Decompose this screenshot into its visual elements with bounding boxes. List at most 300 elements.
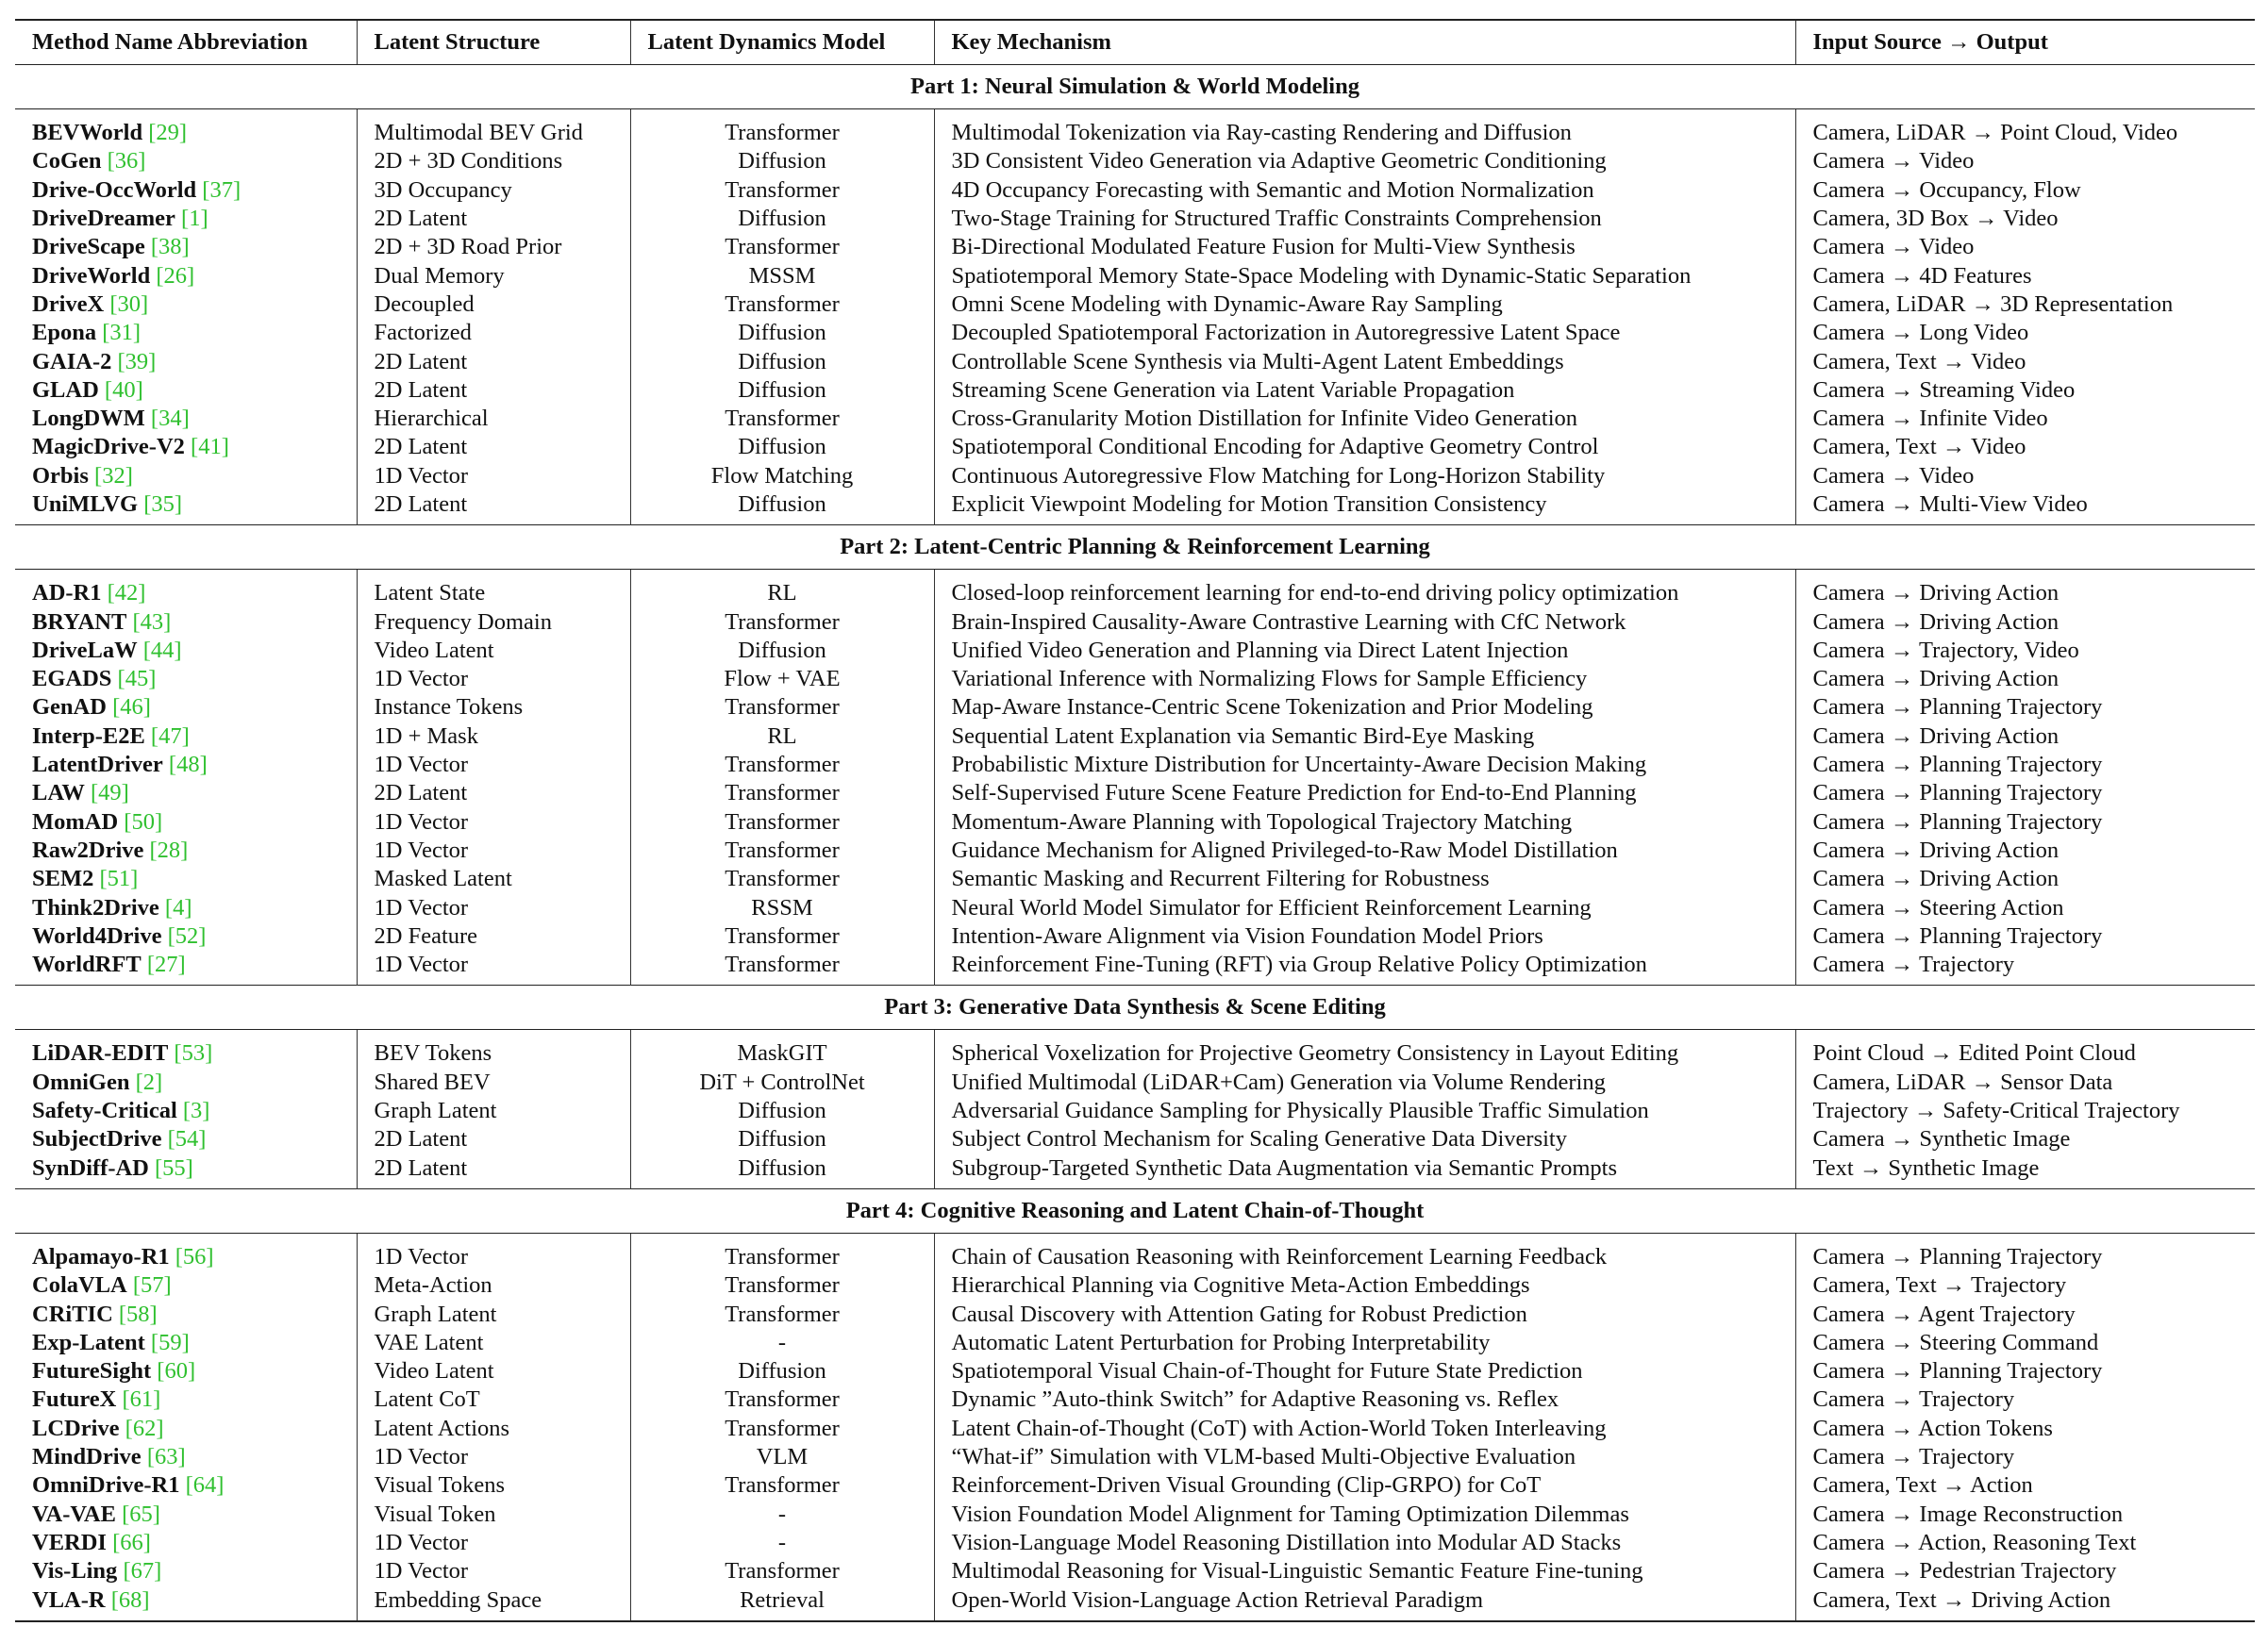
citation-link[interactable]: [34] bbox=[150, 406, 190, 432]
dynamics-model-cell: - bbox=[630, 1329, 934, 1357]
dynamics-model-cell: MSSM bbox=[630, 261, 934, 290]
method-name: DriveDreamer bbox=[32, 206, 175, 232]
dynamics-model-cell: Diffusion bbox=[630, 347, 934, 375]
method-cell bbox=[15, 893, 357, 921]
table-row bbox=[15, 176, 2255, 205]
table-row bbox=[15, 376, 2255, 405]
input-output-cell: Camera → Agent Trajectory bbox=[1812, 1301, 2076, 1327]
table-row bbox=[15, 865, 2255, 893]
table-row bbox=[15, 808, 2255, 837]
input-output-cell: Camera → Image Reconstruction bbox=[1812, 1501, 2124, 1527]
table-row bbox=[15, 722, 2255, 751]
method-cell bbox=[15, 922, 357, 951]
dynamics-model-cell: Diffusion bbox=[630, 490, 934, 519]
key-mechanism-cell: Adversarial Guidance Sampling for Physically Plausible Traffic Simulation bbox=[934, 1097, 1795, 1125]
taxonomy-table-container bbox=[15, 19, 2255, 1622]
table-row bbox=[15, 779, 2255, 807]
header-dynamics-model: Latent Dynamics Model bbox=[630, 20, 934, 65]
dynamics-model-cell: Transformer bbox=[630, 1300, 934, 1328]
latent-structure-cell: 1D Vector bbox=[357, 1529, 630, 1557]
method-name: SubjectDrive bbox=[32, 1126, 162, 1153]
method-cell bbox=[15, 490, 357, 519]
dynamics-model-cell: Transformer bbox=[630, 779, 934, 807]
citation-link[interactable]: [55] bbox=[155, 1154, 193, 1181]
latent-structure-cell: 1D Vector bbox=[357, 1557, 630, 1585]
citation-link[interactable]: [40] bbox=[104, 376, 143, 403]
table-row bbox=[15, 462, 2255, 490]
header-latent-structure: Latent Structure bbox=[357, 20, 630, 65]
key-mechanism-cell: Closed-loop reinforcement learning for end-to-end driving policy optimization bbox=[934, 579, 1795, 607]
input-output-cell: Trajectory → Safety-Critical Trajectory bbox=[1812, 1098, 2180, 1124]
input-output-cell: Camera → Video bbox=[1812, 234, 1975, 260]
dynamics-model-cell: Diffusion bbox=[630, 1357, 934, 1386]
method-name: GenAD bbox=[32, 694, 107, 721]
citation-link[interactable]: [31] bbox=[102, 320, 142, 346]
citation-link[interactable]: [47] bbox=[150, 722, 190, 749]
citation-link[interactable]: [53] bbox=[174, 1040, 213, 1067]
method-name: Epona bbox=[32, 320, 97, 346]
citation-link[interactable]: [32] bbox=[94, 462, 133, 489]
key-mechanism-cell: Brain-Inspired Causality-Aware Contrastive Learning with CfC Network bbox=[934, 607, 1795, 636]
key-mechanism-cell: Chain of Causation Reasoning with Reinforcement Learning Feedback bbox=[934, 1243, 1795, 1271]
citation-link[interactable]: [35] bbox=[143, 491, 183, 517]
key-mechanism-cell: Controllable Scene Synthesis via Multi-Agent Latent Embeddings bbox=[934, 347, 1795, 375]
dynamics-model-cell: Retrieval bbox=[630, 1585, 934, 1614]
citation-link[interactable]: [26] bbox=[156, 262, 195, 289]
latent-structure-cell: 2D Latent bbox=[357, 347, 630, 375]
latent-structure-cell: 2D Latent bbox=[357, 1154, 630, 1183]
dynamics-model-cell: Transformer bbox=[630, 607, 934, 636]
dynamics-model-cell: Transformer bbox=[630, 922, 934, 951]
method-name: BEVWorld bbox=[32, 120, 143, 146]
input-output-cell: Camera → Trajectory bbox=[1812, 1386, 2015, 1413]
dynamics-model-cell: Diffusion bbox=[630, 1125, 934, 1153]
method-cell bbox=[15, 1329, 357, 1357]
citation-link[interactable]: [39] bbox=[117, 348, 157, 374]
method-name: WorldRFT bbox=[32, 952, 142, 978]
dynamics-model-cell: Diffusion bbox=[630, 433, 934, 461]
citation-link[interactable]: [29] bbox=[148, 120, 188, 146]
dynamics-model-cell: Transformer bbox=[630, 1471, 934, 1500]
citation-link[interactable]: [52] bbox=[167, 922, 207, 949]
table-row bbox=[15, 1125, 2255, 1153]
table-row bbox=[15, 119, 2255, 147]
dynamics-model-cell: Diffusion bbox=[630, 376, 934, 405]
method-name: MagicDrive-V2 bbox=[32, 434, 185, 460]
key-mechanism-cell: Latent Chain-of-Thought (CoT) with Action-World Token Interleaving bbox=[934, 1415, 1795, 1443]
dynamics-model-cell: Transformer bbox=[630, 290, 934, 319]
part-header-row bbox=[15, 986, 2255, 1030]
key-mechanism-cell: Cross-Granularity Motion Distillation for Infinite Video Generation bbox=[934, 405, 1795, 433]
latent-structure-cell: 2D Latent bbox=[357, 376, 630, 405]
table-header bbox=[15, 20, 2255, 65]
latent-structure-cell: 2D Latent bbox=[357, 433, 630, 461]
method-cell bbox=[15, 1069, 357, 1097]
latent-structure-cell: BEV Tokens bbox=[357, 1039, 630, 1068]
dynamics-model-cell: Diffusion bbox=[630, 637, 934, 665]
table-row bbox=[15, 893, 2255, 921]
dynamics-model-cell: Flow Matching bbox=[630, 462, 934, 490]
method-cell bbox=[15, 376, 357, 405]
method-cell bbox=[15, 637, 357, 665]
citation-link[interactable]: [44] bbox=[142, 637, 182, 663]
dynamics-model-cell: Diffusion bbox=[630, 1154, 934, 1183]
table-body bbox=[15, 65, 2255, 1621]
key-mechanism-cell: Multimodal Reasoning for Visual-Linguistic Semantic Feature Fine-tuning bbox=[934, 1557, 1795, 1585]
latent-structure-cell: Instance Tokens bbox=[357, 693, 630, 722]
latent-structure-cell: 2D Latent bbox=[357, 1125, 630, 1153]
method-name: DriveLaW bbox=[32, 637, 138, 663]
method-name: CoGen bbox=[32, 148, 102, 174]
method-cell bbox=[15, 290, 357, 319]
citation-link[interactable]: [49] bbox=[90, 780, 129, 806]
latent-structure-cell: 1D Vector bbox=[357, 751, 630, 779]
method-name: FutureX bbox=[32, 1386, 117, 1413]
part-title: Part 1: Neural Simulation & World Modeling bbox=[15, 65, 2255, 109]
dynamics-model-cell: Transformer bbox=[630, 119, 934, 147]
dynamics-model-cell: MaskGIT bbox=[630, 1039, 934, 1068]
table-row bbox=[15, 261, 2255, 290]
citation-link[interactable]: [46] bbox=[112, 694, 151, 721]
citation-link[interactable]: [66] bbox=[112, 1529, 151, 1555]
method-name: LongDWM bbox=[32, 406, 145, 432]
latent-structure-cell: Decoupled bbox=[357, 290, 630, 319]
spacer-row bbox=[15, 1615, 2255, 1621]
input-output-cell: Camera → Driving Action bbox=[1812, 608, 2060, 635]
table-row bbox=[15, 1271, 2255, 1300]
key-mechanism-cell: Guidance Mechanism for Aligned Privileged-to-Raw Model Distillation bbox=[934, 837, 1795, 865]
latent-structure-cell: 1D Vector bbox=[357, 462, 630, 490]
table-row bbox=[15, 347, 2255, 375]
dynamics-model-cell: Transformer bbox=[630, 693, 934, 722]
method-cell bbox=[15, 119, 357, 147]
dynamics-model-cell: Diffusion bbox=[630, 1097, 934, 1125]
key-mechanism-cell: 4D Occupancy Forecasting with Semantic and Motion Normalization bbox=[934, 176, 1795, 205]
dynamics-model-cell: Transformer bbox=[630, 865, 934, 893]
latent-structure-cell: Dual Memory bbox=[357, 261, 630, 290]
method-cell bbox=[15, 865, 357, 893]
citation-link[interactable]: [30] bbox=[109, 290, 149, 317]
latent-structure-cell: Latent Actions bbox=[357, 1415, 630, 1443]
latent-structure-cell: 1D Vector bbox=[357, 837, 630, 865]
method-name: EGADS bbox=[32, 666, 112, 692]
input-output-cell: Camera, Text → Video bbox=[1812, 434, 2026, 460]
method-cell bbox=[15, 261, 357, 290]
key-mechanism-cell: Omni Scene Modeling with Dynamic-Aware Ray Sampling bbox=[934, 290, 1795, 319]
method-cell bbox=[15, 665, 357, 693]
key-mechanism-cell: Subgroup-Targeted Synthetic Data Augmentation via Semantic Prompts bbox=[934, 1154, 1795, 1183]
latent-structure-cell: 2D Latent bbox=[357, 205, 630, 233]
latent-structure-cell: VAE Latent bbox=[357, 1329, 630, 1357]
table-row bbox=[15, 693, 2255, 722]
citation-link[interactable]: [67] bbox=[123, 1558, 162, 1585]
dynamics-model-cell: Flow + VAE bbox=[630, 665, 934, 693]
dynamics-model-cell: - bbox=[630, 1500, 934, 1528]
table-row bbox=[15, 1585, 2255, 1614]
table-row bbox=[15, 607, 2255, 636]
citation-link[interactable]: [48] bbox=[168, 752, 208, 778]
dynamics-model-cell: Transformer bbox=[630, 1243, 934, 1271]
part-header-row bbox=[15, 525, 2255, 570]
key-mechanism-cell: Sequential Latent Explanation via Semantic Bird-Eye Masking bbox=[934, 722, 1795, 751]
citation-link[interactable]: [57] bbox=[132, 1272, 172, 1299]
method-name: DriveX bbox=[32, 290, 105, 317]
citation-link[interactable]: [68] bbox=[110, 1586, 150, 1613]
method-cell bbox=[15, 722, 357, 751]
latent-structure-cell: 1D + Mask bbox=[357, 722, 630, 751]
method-cell bbox=[15, 405, 357, 433]
method-name: DriveScape bbox=[32, 234, 145, 260]
method-name: Think2Drive bbox=[32, 894, 159, 921]
dynamics-model-cell: - bbox=[630, 1529, 934, 1557]
key-mechanism-cell: Subject Control Mechanism for Scaling Generative Data Diversity bbox=[934, 1125, 1795, 1153]
method-cell bbox=[15, 205, 357, 233]
key-mechanism-cell: Dynamic ”Auto-think Switch” for Adaptive Reasoning vs. Reflex bbox=[934, 1386, 1795, 1414]
part-header-row bbox=[15, 1188, 2255, 1233]
method-cell bbox=[15, 1585, 357, 1614]
citation-link[interactable]: [27] bbox=[146, 952, 186, 978]
citation-link[interactable]: [45] bbox=[117, 666, 157, 692]
key-mechanism-cell: Hierarchical Planning via Cognitive Meta-Action Embeddings bbox=[934, 1271, 1795, 1300]
method-name: LCDrive bbox=[32, 1415, 120, 1441]
citation-link[interactable]: [2] bbox=[135, 1069, 163, 1095]
citation-link[interactable]: [41] bbox=[191, 434, 229, 460]
key-mechanism-cell: Semantic Masking and Recurrent Filtering for Robustness bbox=[934, 865, 1795, 893]
input-output-cell: Camera → Planning Trajectory bbox=[1812, 808, 2103, 835]
citation-link[interactable]: [51] bbox=[99, 866, 139, 892]
table-row bbox=[15, 490, 2255, 519]
table-row bbox=[15, 205, 2255, 233]
citation-link[interactable]: [63] bbox=[146, 1444, 186, 1470]
latent-structure-cell: Graph Latent bbox=[357, 1097, 630, 1125]
taxonomy-table bbox=[15, 19, 2255, 1622]
citation-link[interactable]: [62] bbox=[125, 1415, 164, 1441]
key-mechanism-cell: Self-Supervised Future Scene Feature Prediction for End-to-End Planning bbox=[934, 779, 1795, 807]
table-row bbox=[15, 1243, 2255, 1271]
citation-link[interactable]: [56] bbox=[175, 1243, 214, 1270]
input-output-cell: Camera → Trajectory bbox=[1812, 1444, 2015, 1470]
method-cell bbox=[15, 147, 357, 175]
input-output-cell: Camera → Driving Action bbox=[1812, 580, 2060, 606]
citation-link[interactable]: [38] bbox=[150, 234, 190, 260]
citation-link[interactable]: [4] bbox=[164, 894, 192, 921]
table-row bbox=[15, 405, 2255, 433]
method-name: VERDI bbox=[32, 1529, 107, 1555]
key-mechanism-cell: Probabilistic Mixture Distribution for Uncertainty-Aware Decision Making bbox=[934, 751, 1795, 779]
citation-link[interactable]: [59] bbox=[150, 1329, 190, 1355]
key-mechanism-cell: Vision Foundation Model Alignment for Taming Optimization Dilemmas bbox=[934, 1500, 1795, 1528]
citation-link[interactable]: [60] bbox=[157, 1358, 196, 1385]
input-output-cell: Camera → Pedestrian Trajectory bbox=[1812, 1558, 2117, 1585]
method-name: Exp-Latent bbox=[32, 1329, 145, 1355]
table-row bbox=[15, 433, 2255, 461]
key-mechanism-cell: Momentum-Aware Planning with Topological Trajectory Matching bbox=[934, 808, 1795, 837]
method-cell bbox=[15, 1039, 357, 1068]
key-mechanism-cell: Reinforcement-Driven Visual Grounding (Clip-GRPO) for CoT bbox=[934, 1471, 1795, 1500]
method-name: LAW bbox=[32, 780, 85, 806]
input-output-cell: Point Cloud → Edited Point Cloud bbox=[1812, 1040, 2136, 1067]
spacer-row bbox=[15, 1233, 2255, 1243]
latent-structure-cell: Video Latent bbox=[357, 1357, 630, 1386]
table-row bbox=[15, 1300, 2255, 1328]
method-cell bbox=[15, 1443, 357, 1471]
method-cell bbox=[15, 1154, 357, 1183]
key-mechanism-cell: Spatiotemporal Conditional Encoding for Adaptive Geometry Control bbox=[934, 433, 1795, 461]
header-method: Method Name Abbreviation bbox=[15, 20, 357, 65]
spacer-row bbox=[15, 1030, 2255, 1040]
method-cell bbox=[15, 1386, 357, 1414]
header-row bbox=[15, 20, 2255, 65]
table-row bbox=[15, 1069, 2255, 1097]
citation-link[interactable]: [54] bbox=[167, 1126, 207, 1153]
table-row bbox=[15, 147, 2255, 175]
input-output-cell: Camera → Long Video bbox=[1812, 320, 2029, 346]
method-cell bbox=[15, 1529, 357, 1557]
method-name: VLA-R bbox=[32, 1586, 106, 1613]
method-name: AD-R1 bbox=[32, 580, 102, 606]
method-name: FutureSight bbox=[32, 1358, 152, 1385]
input-output-cell: Camera, 3D Box → Video bbox=[1812, 206, 2059, 232]
method-name: MomAD bbox=[32, 808, 119, 835]
method-cell bbox=[15, 837, 357, 865]
latent-structure-cell: Meta-Action bbox=[357, 1271, 630, 1300]
method-name: GLAD bbox=[32, 376, 99, 403]
citation-link[interactable]: [58] bbox=[118, 1301, 158, 1327]
key-mechanism-cell: Open-World Vision-Language Action Retrieval Paradigm bbox=[934, 1585, 1795, 1614]
latent-structure-cell: Embedding Space bbox=[357, 1585, 630, 1614]
input-output-cell: Camera, Text → Trajectory bbox=[1812, 1272, 2067, 1299]
input-output-cell: Camera → Video bbox=[1812, 148, 1975, 174]
input-output-cell: Text → Synthetic Image bbox=[1812, 1154, 2040, 1181]
citation-link[interactable]: [36] bbox=[107, 148, 146, 174]
method-name: MindDrive bbox=[32, 1444, 142, 1470]
citation-link[interactable]: [42] bbox=[107, 580, 146, 606]
key-mechanism-cell: Unified Video Generation and Planning via Direct Latent Injection bbox=[934, 637, 1795, 665]
latent-structure-cell: 2D Feature bbox=[357, 922, 630, 951]
citation-link[interactable]: [37] bbox=[202, 176, 242, 203]
part-title: Part 3: Generative Data Synthesis & Scene Editing bbox=[15, 986, 2255, 1030]
latent-structure-cell: 1D Vector bbox=[357, 665, 630, 693]
key-mechanism-cell: Multimodal Tokenization via Ray-casting Rendering and Diffusion bbox=[934, 119, 1795, 147]
citation-link[interactable]: [64] bbox=[185, 1472, 225, 1499]
dynamics-model-cell: Transformer bbox=[630, 405, 934, 433]
method-cell bbox=[15, 233, 357, 261]
table-row bbox=[15, 637, 2255, 665]
input-output-cell: Camera → Planning Trajectory bbox=[1812, 752, 2103, 778]
method-name: UniMLVG bbox=[32, 491, 139, 517]
method-name: SEM2 bbox=[32, 866, 94, 892]
part-header-row bbox=[15, 65, 2255, 109]
citation-link[interactable]: [3] bbox=[182, 1098, 210, 1124]
citation-link[interactable]: [61] bbox=[122, 1386, 161, 1413]
key-mechanism-cell: Reinforcement Fine-Tuning (RFT) via Group Relative Policy Optimization bbox=[934, 951, 1795, 979]
table-row bbox=[15, 665, 2255, 693]
input-output-cell: Camera → Steering Command bbox=[1812, 1329, 2099, 1355]
input-output-cell: Camera → Streaming Video bbox=[1812, 376, 2076, 403]
method-name: CRiTIC bbox=[32, 1301, 113, 1327]
input-output-cell: Camera → Planning Trajectory bbox=[1812, 1243, 2103, 1270]
table-row bbox=[15, 1039, 2255, 1068]
latent-structure-cell: Visual Tokens bbox=[357, 1471, 630, 1500]
latent-structure-cell: 2D Latent bbox=[357, 779, 630, 807]
method-cell bbox=[15, 347, 357, 375]
latent-structure-cell: 2D + 3D Conditions bbox=[357, 147, 630, 175]
citation-link[interactable]: [28] bbox=[149, 837, 189, 863]
latent-structure-cell: 1D Vector bbox=[357, 951, 630, 979]
method-cell bbox=[15, 1271, 357, 1300]
citation-link[interactable]: [43] bbox=[132, 608, 172, 635]
latent-structure-cell: Visual Token bbox=[357, 1500, 630, 1528]
key-mechanism-cell: Spherical Voxelization for Projective Geometry Consistency in Layout Editing bbox=[934, 1039, 1795, 1068]
spacer-row bbox=[15, 570, 2255, 580]
method-name: Raw2Drive bbox=[32, 837, 144, 863]
key-mechanism-cell: Bi-Directional Modulated Feature Fusion for Multi-View Synthesis bbox=[934, 233, 1795, 261]
method-name: GAIA-2 bbox=[32, 348, 112, 374]
input-output-cell: Camera → Planning Trajectory bbox=[1812, 1358, 2103, 1385]
input-output-cell: Camera → Trajectory bbox=[1812, 952, 2015, 978]
key-mechanism-cell: Neural World Model Simulator for Efficient Reinforcement Learning bbox=[934, 893, 1795, 921]
latent-structure-cell: 2D + 3D Road Prior bbox=[357, 233, 630, 261]
method-cell bbox=[15, 1243, 357, 1271]
latent-structure-cell: Multimodal BEV Grid bbox=[357, 119, 630, 147]
method-cell bbox=[15, 1415, 357, 1443]
key-mechanism-cell: Decoupled Spatiotemporal Factorization in Autoregressive Latent Space bbox=[934, 319, 1795, 347]
input-output-cell: Camera, Text → Driving Action bbox=[1812, 1586, 2111, 1613]
table-row bbox=[15, 1557, 2255, 1585]
citation-link[interactable]: [50] bbox=[124, 808, 163, 835]
latent-structure-cell: Latent CoT bbox=[357, 1386, 630, 1414]
dynamics-model-cell: Diffusion bbox=[630, 205, 934, 233]
method-name: DriveWorld bbox=[32, 262, 151, 289]
method-name: LiDAR-EDIT bbox=[32, 1040, 169, 1067]
table-row bbox=[15, 1415, 2255, 1443]
latent-structure-cell: 1D Vector bbox=[357, 893, 630, 921]
latent-structure-cell: 2D Latent bbox=[357, 490, 630, 519]
dynamics-model-cell: Transformer bbox=[630, 233, 934, 261]
table-row bbox=[15, 1097, 2255, 1125]
method-name: ColaVLA bbox=[32, 1272, 127, 1299]
table-row bbox=[15, 837, 2255, 865]
input-output-cell: Camera, LiDAR → Point Cloud, Video bbox=[1812, 120, 2178, 146]
method-cell bbox=[15, 433, 357, 461]
dynamics-model-cell: Transformer bbox=[630, 1386, 934, 1414]
key-mechanism-cell: Continuous Autoregressive Flow Matching for Long-Horizon Stability bbox=[934, 462, 1795, 490]
input-output-cell: Camera, Text → Video bbox=[1812, 348, 2026, 374]
input-output-cell: Camera → Driving Action bbox=[1812, 837, 2060, 863]
method-cell bbox=[15, 607, 357, 636]
table-row bbox=[15, 751, 2255, 779]
input-output-cell: Camera → Planning Trajectory bbox=[1812, 922, 2103, 949]
key-mechanism-cell: Spatiotemporal Visual Chain-of-Thought for Future State Prediction bbox=[934, 1357, 1795, 1386]
method-name: Alpamayo-R1 bbox=[32, 1243, 170, 1270]
table-row bbox=[15, 951, 2255, 979]
input-output-cell: Camera → Driving Action bbox=[1812, 722, 2060, 749]
table-row bbox=[15, 1500, 2255, 1528]
table-row bbox=[15, 290, 2255, 319]
citation-link[interactable]: [1] bbox=[181, 206, 208, 232]
key-mechanism-cell: Automatic Latent Perturbation for Probing Interpretability bbox=[934, 1329, 1795, 1357]
citation-link[interactable]: [65] bbox=[122, 1501, 160, 1527]
method-cell bbox=[15, 1125, 357, 1153]
input-output-cell: Camera → 4D Features bbox=[1812, 262, 2032, 289]
input-output-cell: Camera, LiDAR → 3D Representation bbox=[1812, 290, 2174, 317]
input-output-cell: Camera → Infinite Video bbox=[1812, 406, 2048, 432]
latent-structure-cell: 1D Vector bbox=[357, 1443, 630, 1471]
input-output-cell: Camera → Steering Action bbox=[1812, 894, 2064, 921]
part-title: Part 4: Cognitive Reasoning and Latent Chain-of-Thought bbox=[15, 1188, 2255, 1233]
input-output-cell: Camera → Planning Trajectory bbox=[1812, 694, 2103, 721]
method-name: OmniGen bbox=[32, 1069, 130, 1095]
